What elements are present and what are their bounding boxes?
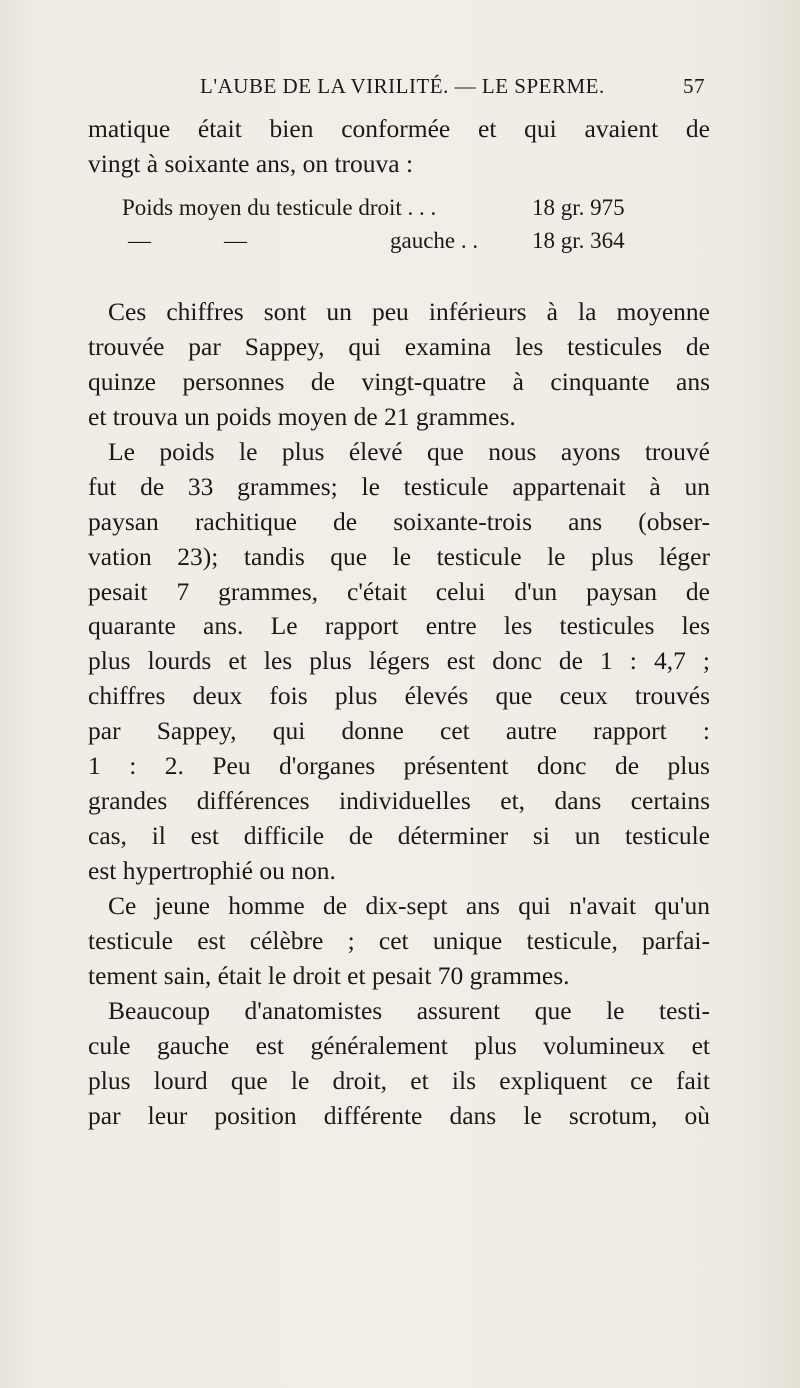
paragraph-3 [88,889,710,994]
weight-value: 18 gr. 364 [532,228,625,253]
text-line: grandes différences individuelles et, dans certains [88,785,710,815]
page-number: 57 [683,74,705,98]
text-line: par leur position différente dans le scrotum, où [88,1100,710,1130]
text-line: est hypertrophié ou non. [88,855,336,885]
text-line: tement sain, était le droit et pesait 70 grammes. [88,960,570,990]
intro-paragraph [88,112,710,182]
text-line: chiffres deux fois plus élevés que ceux trouvés [88,681,710,711]
paragraph-1 [88,295,710,435]
text-line: paysan rachitique de soixante-trois ans (obser- [88,506,710,536]
text-line: et trouva un poids moyen de 21 grammes. [88,401,516,431]
text-line: fut de 33 grammes; le testicule appartenait à un [88,471,710,501]
text-line: plus lourd que le droit, et ils expliquent ce fait [88,1065,710,1095]
weight-value: 18 gr. 975 [532,195,625,220]
weight-row-left [122,228,710,260]
text-line: par Sappey, qui donne cet autre rapport : [88,716,710,746]
text-line: matique était bien conformée et qui avaient de [88,114,710,143]
text-line: plus lourds et les plus légers est donc de 1 : 4,7 ; [88,646,710,676]
text-line: Le poids le plus élevé que nous ayons trouvé [108,437,710,466]
text-line: pesait 7 grammes, c'était celui d'un paysan de [88,576,710,606]
text-line: cule gauche est généralement plus volumineux et [88,1030,710,1060]
text-line: quarante ans. Le rapport entre les testicules les [88,611,710,641]
text-line: vation 23); tandis que le testicule le plus léger [88,541,710,571]
text-line: Ces chiffres sont un peu inférieurs à la moyenne [108,297,710,326]
text-line: vingt à soixante ans, on trouva : [88,148,414,178]
ditto-dash: — [128,228,151,253]
text-line: Beaucoup d'anatomistes assurent que le testi- [108,996,710,1025]
running-title: L'AUBE DE LA VIRILITÉ. — LE SPERME. [200,74,605,98]
paragraph-2 [88,435,710,889]
text-line: trouvée par Sappey, qui examina les testicules de [88,331,710,361]
weight-label: gauche . . [390,228,479,253]
weight-label: Poids moyen du testicule droit . . . [122,195,437,220]
text-line: quinze personnes de vingt-quatre à cinquante ans [88,366,710,396]
paragraph-4 [88,994,710,1134]
ditto-dash: — [224,228,247,253]
text-line: testicule est célèbre ; cet unique testicule, parfai- [88,925,710,955]
weight-row-right [122,195,710,227]
text-line: cas, il est difficile de déterminer si un testicule [88,820,710,850]
text-line: 1 : 2. Peu d'organes présentent donc de plus [88,751,710,781]
text-line: Ce jeune homme de dix-sept ans qui n'avait qu'un [108,891,710,920]
running-header [200,74,705,104]
